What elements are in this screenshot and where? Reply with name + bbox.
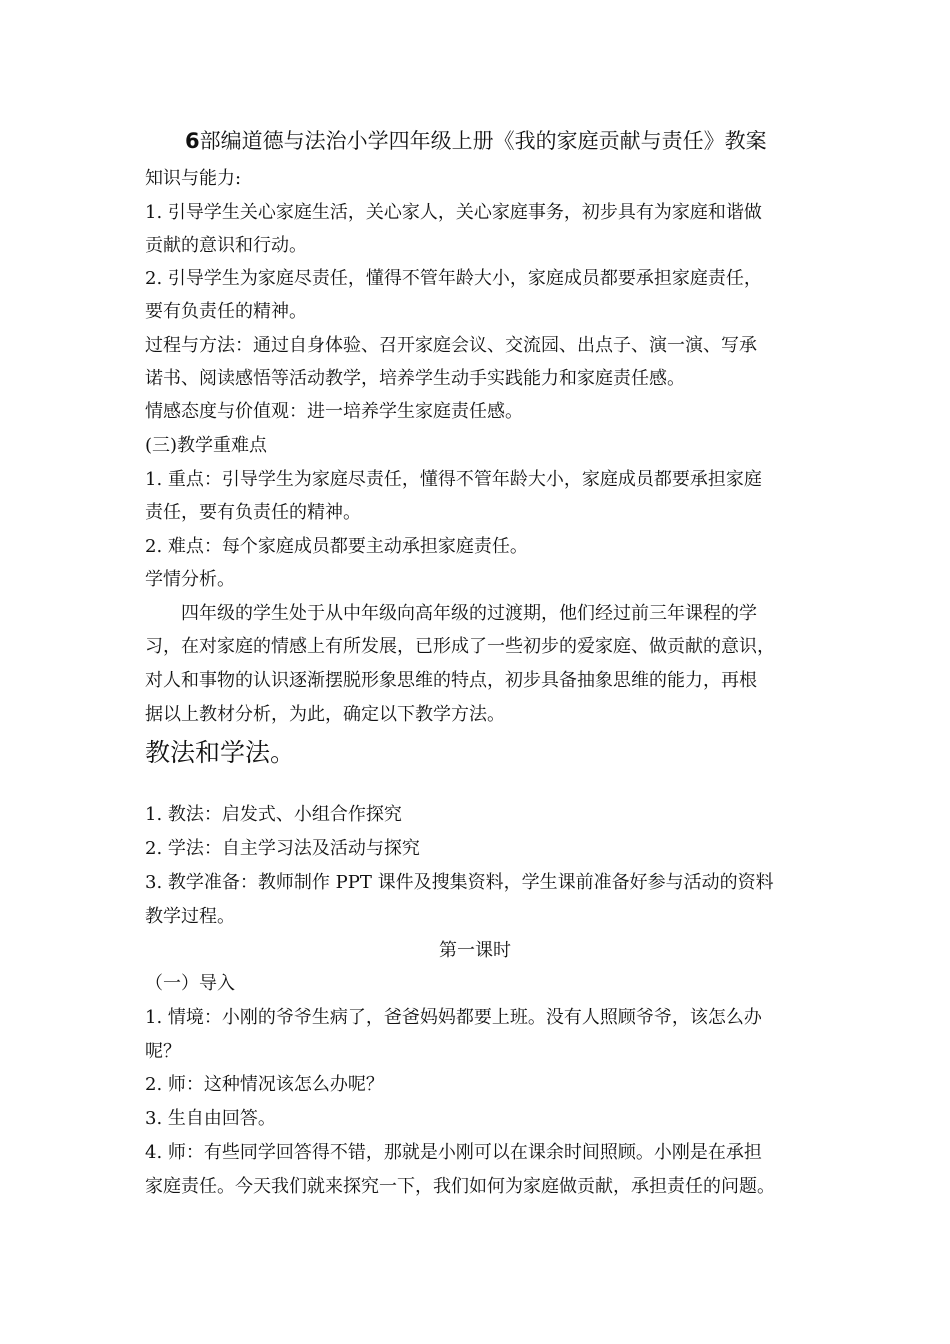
section-title: 第一课时 bbox=[439, 940, 511, 961]
paragraph-line: 2. 师：这种情况该怎么办呢？ bbox=[145, 1074, 384, 1095]
paragraph-line: 2. 引导学生为家庭尽责任，懂得不管年龄大小，家庭成员都要承担家庭责任， bbox=[145, 268, 762, 289]
paragraph-line: 1. 情境：小刚的爷爷生病了，爸爸妈妈都要上班。没有人照顾爷爷，该怎么办 bbox=[145, 1007, 762, 1028]
title-number: 6 bbox=[185, 129, 200, 153]
paragraph-line: 习，在对家庭的情感上有所发展，已形成了一些初步的爱家庭、做贡献的意识， bbox=[145, 636, 775, 657]
paragraph-line: 4. 师：有些同学回答得不错，那就是小刚可以在课余时间照顾。小刚是在承担 bbox=[145, 1142, 762, 1163]
paragraph-line: 1. 教法：启发式、小组合作探究 bbox=[145, 804, 402, 825]
paragraph-line: 要有负责任的精神。 bbox=[145, 301, 307, 322]
paragraph-line: 2. 学法：自主学习法及活动与探究 bbox=[145, 838, 420, 859]
paragraph-line: 过程与方法：通过自身体验、召开家庭会议、交流园、出点子、演一演、写承 bbox=[145, 335, 757, 356]
heading-knowledge: 知识与能力: bbox=[145, 168, 242, 189]
paragraph-line: 家庭责任。今天我们就来探究一下，我们如何为家庭做贡献，承担责任的问题。 bbox=[145, 1176, 775, 1197]
paragraph-line: 对人和事物的认识逐渐摆脱形象思维的特点，初步具备抽象思维的能力，再根 bbox=[145, 670, 757, 691]
paragraph-line: 据以上教材分析，为此，确定以下教学方法。 bbox=[145, 704, 505, 725]
paragraph-line: 1. 重点：引导学生为家庭尽责任，懂得不管年龄大小，家庭成员都要承担家庭 bbox=[145, 469, 762, 490]
paragraph-line: 1. 引导学生关心家庭生活，关心家人，关心家庭事务，初步具有为家庭和谐做 bbox=[145, 202, 762, 223]
paragraph-line: 教学过程。 bbox=[145, 906, 235, 927]
paragraph-line: 3. 生自由回答。 bbox=[145, 1108, 276, 1129]
paragraph-line: 四年级的学生处于从中年级向高年级的过渡期，他们经过前三年课程的学 bbox=[181, 603, 757, 624]
heading-key-points: (三)教学重难点 bbox=[145, 435, 268, 456]
paragraph-line: 3. 教学准备：教师制作 PPT 课件及搜集资料，学生课前准备好参与活动的资料 bbox=[145, 872, 774, 893]
paragraph-line: 2. 难点：每个家庭成员都要主动承担家庭责任。 bbox=[145, 536, 528, 557]
heading-methods: 教法和学法。 bbox=[145, 738, 296, 767]
title-text: 部编道德与法治小学四年级上册《我的家庭贡献与责任》教案 bbox=[199, 129, 767, 153]
heading-analysis: 学情分析。 bbox=[145, 569, 235, 590]
document-title bbox=[185, 127, 767, 155]
paragraph-line: 呢？ bbox=[145, 1041, 181, 1062]
heading-intro: （一）导入 bbox=[145, 973, 235, 994]
paragraph-line: 情感态度与价值观：进一培养学生家庭责任感。 bbox=[145, 401, 523, 422]
paragraph-line: 贡献的意识和行动。 bbox=[145, 235, 307, 256]
paragraph-line: 责任，要有负责任的精神。 bbox=[145, 502, 361, 523]
paragraph-line: 诺书、阅读感悟等活动教学，培养学生动手实践能力和家庭责任感。 bbox=[145, 368, 685, 389]
